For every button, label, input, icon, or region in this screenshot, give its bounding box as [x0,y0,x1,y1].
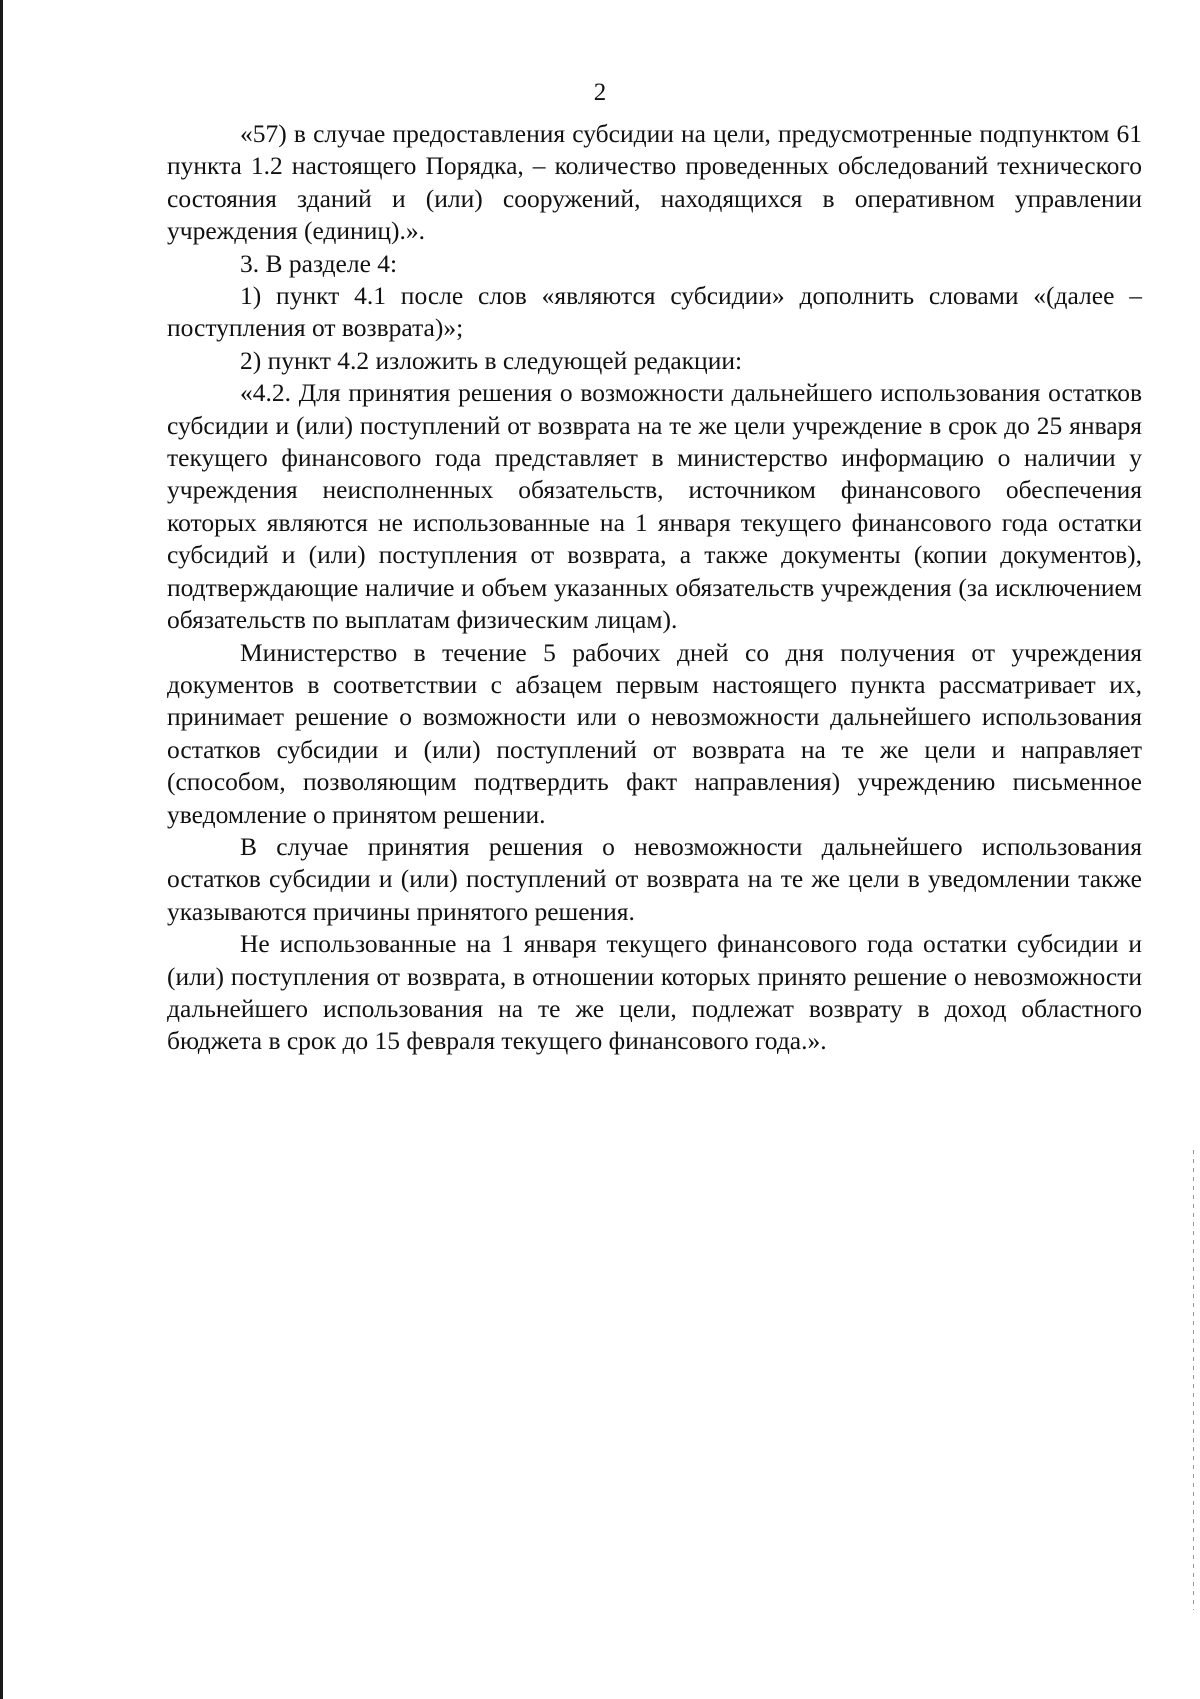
paragraph-4-2-text: «4.2. Для принятия решения о возможности дальнейшего использования остатков субсидии и (или) поступлений от возврата на те же цели учреждение в срок до 25 января текущего финансового года представляет в министерство информацию о наличии у учреждения неисполненных обязательств, источником финансового обеспечения которых являются не использованные на 1 января текущего финансового года остатки субсидий и (или) поступления от возврата, а также документы (копии документов), подтверждающие наличие и объем указанных обязательств учреждения (за исключением обязательств по выплатам физическим лицам). [167,378,1142,635]
paragraph-amendment-4-1: 1) пункт 4.1 после слов «являются субсидии» дополнить словами «(далее – поступления от возврата)»; [167,281,1142,343]
paragraph-ministry-review: Министерство в течение 5 рабочих дней со дня получения от учреждения документов в соответствии с абзацем первым настоящего пункта рассматривает их, принимает решение о возможности или о невозможности дальнейшего использования остатков субсидии и (или) поступлений от возврата на те же цели и направляет (способом, позволяющим подтвердить факт направления) учреждению письменное уведомление о принятом решении. [167,637,1142,829]
paragraph-item-57: «57) в случае предоставления субсидии на цели, предусмотренные подпунктом 61 пункта 1.2 настоящего Порядка, – количество проведенных обследований технического состояния зданий и (или) сооружений, находящихся в оперативном управлении учреждения (единиц).». [167,119,1142,246]
document-body [167,118,1142,1058]
scan-edge-right [1193,1150,1194,1610]
paragraph-return-to-budget: Не использованные на 1 января текущего финансового года остатки субсидии и (или) поступления от возврата, в отношении которых принято решение о невозможности дальнейшего использования на те же цели, подлежат возврату в доход областного бюджета в срок до 15 февраля текущего финансового года.». [167,929,1142,1056]
paragraph-amendment-4-2: 2) пункт 4.2 изложить в следующей редакции: [240,345,743,375]
paragraph-section-4-heading: 3. В разделе 4: [240,248,398,278]
page-number: 2 [593,79,607,106]
scan-edge-left [0,0,3,1699]
paragraph-refusal-reasons: В случае принятия решения о невозможности дальнейшего использования остатков субсидии и (или) поступлений от возврата на те же цели в уведомлении также указываются причины принятого решения. [167,831,1142,926]
